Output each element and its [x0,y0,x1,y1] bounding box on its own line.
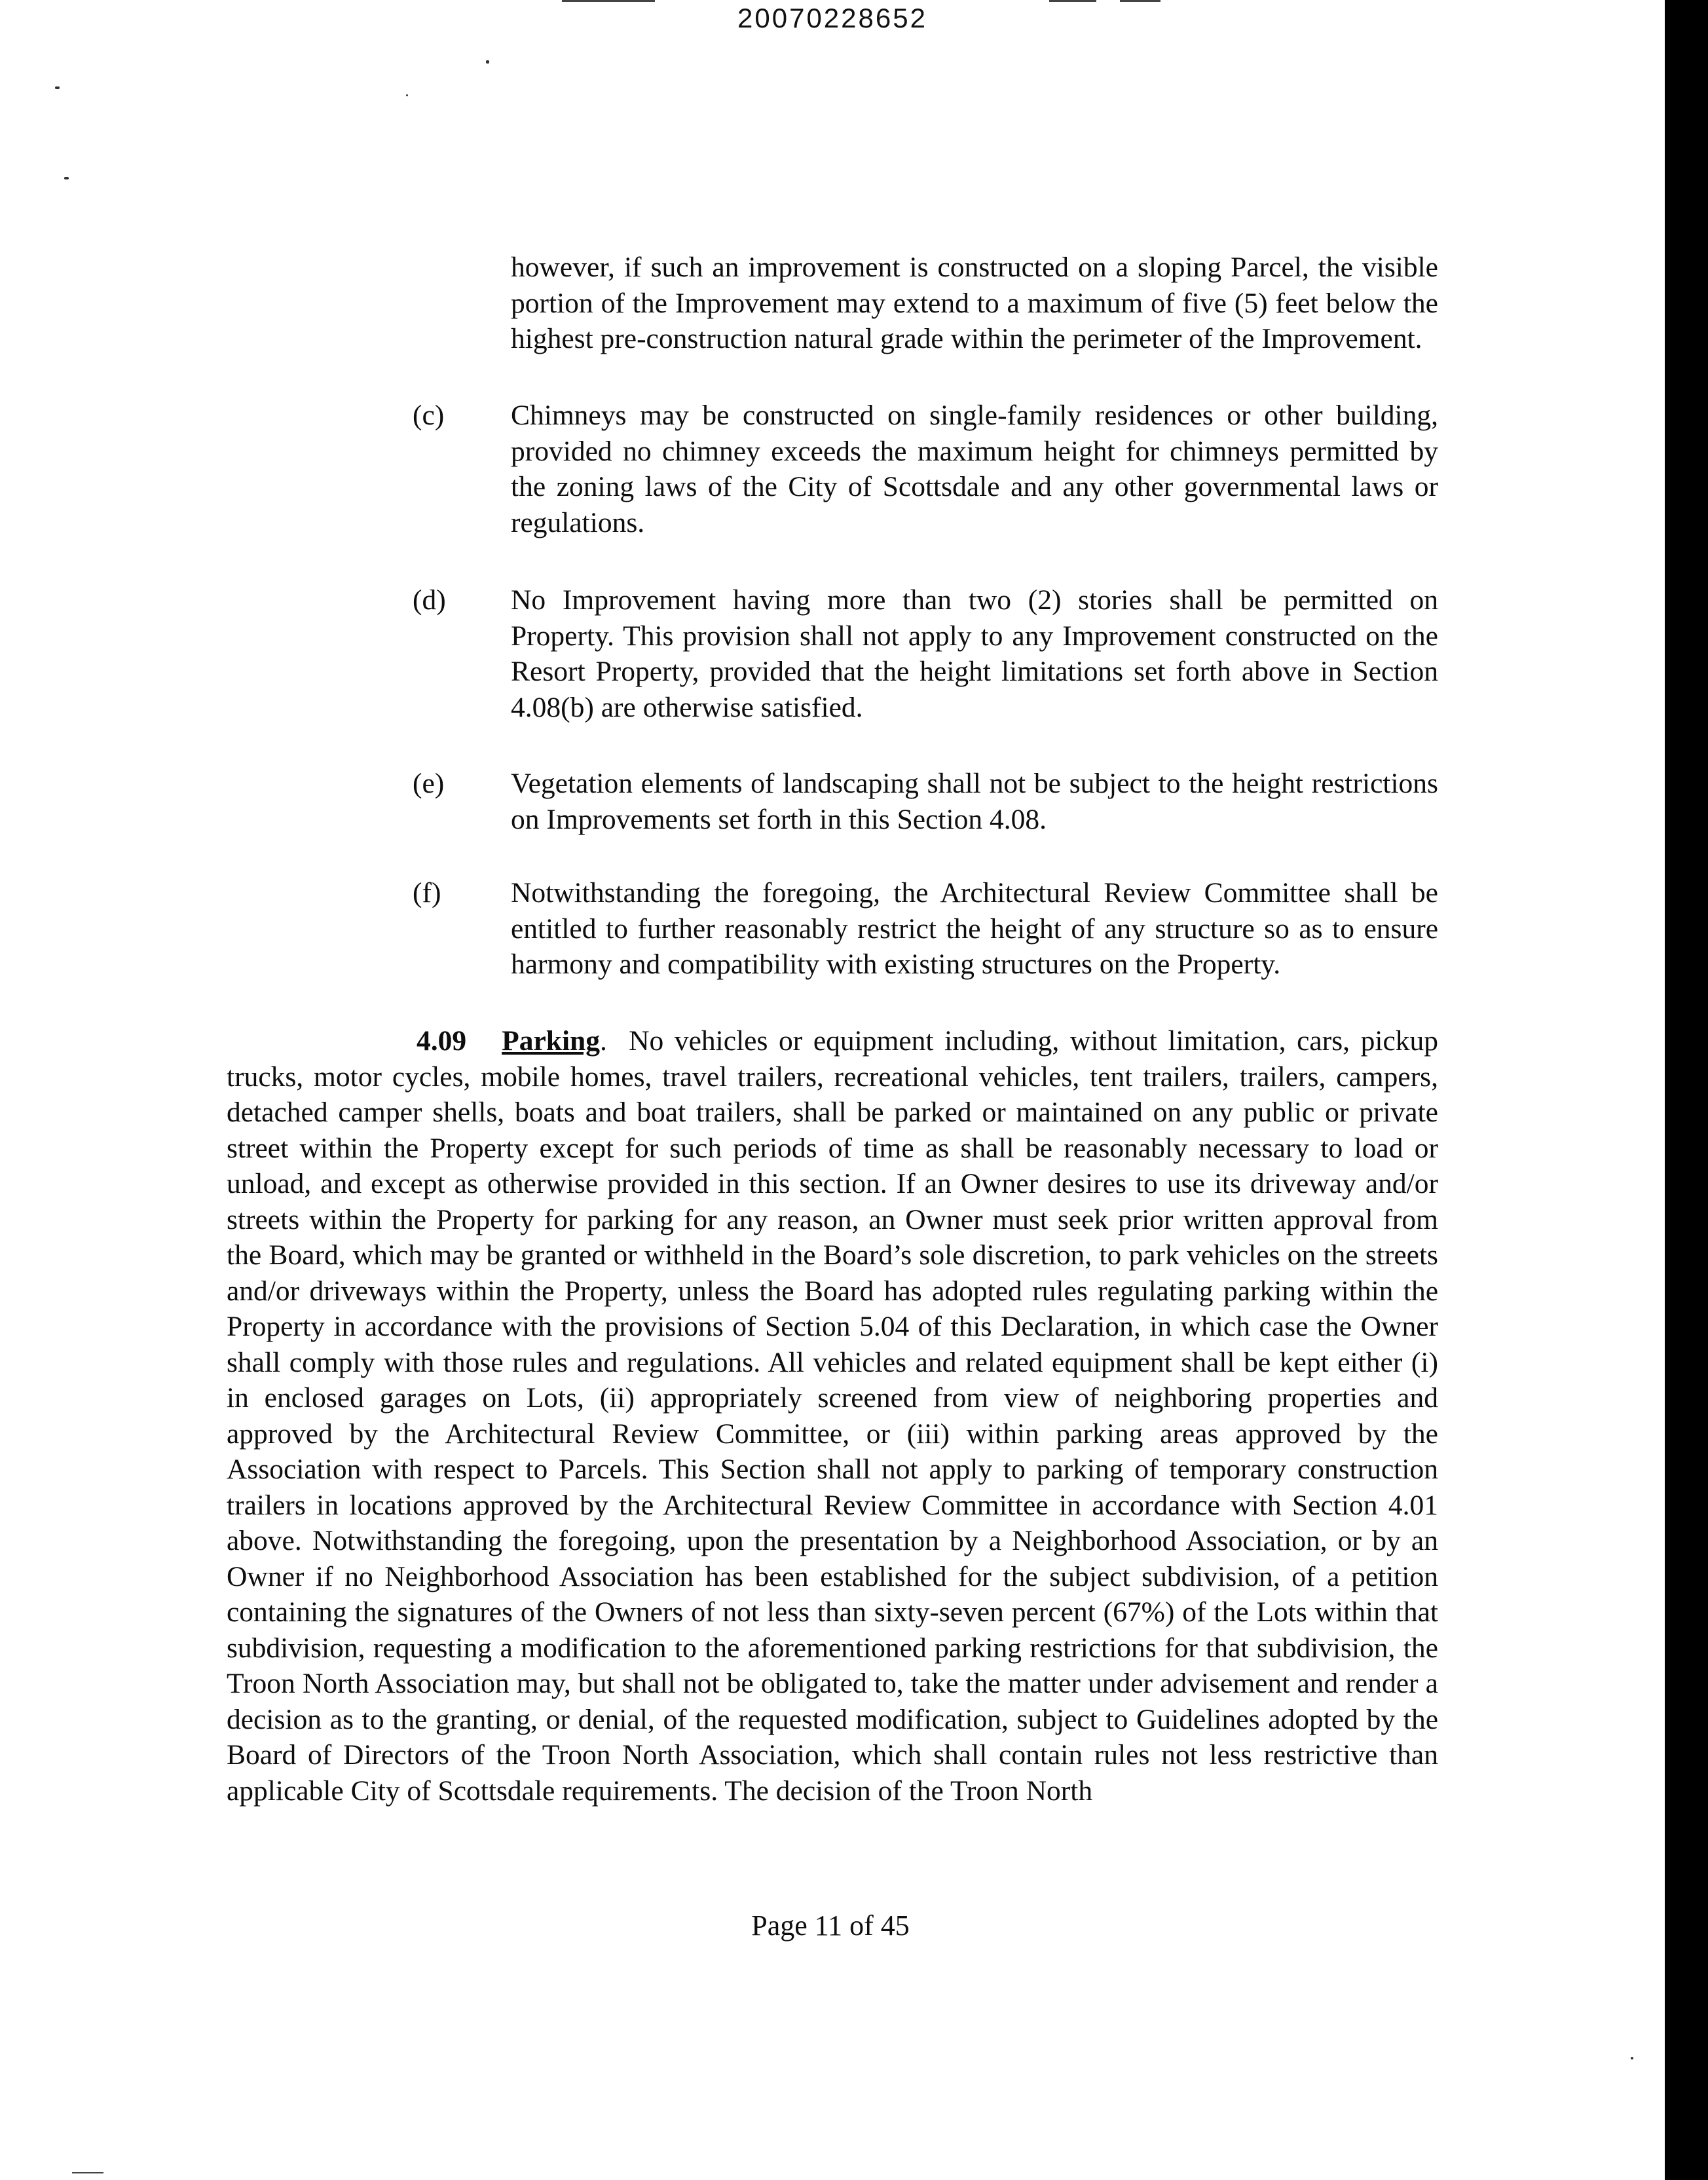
document-number: 20070228652 [737,3,927,33]
list-item-label: (f) [413,877,441,909]
section-number: 4.09 [417,1025,467,1057]
list-item-text: No Improvement having more than two (2) stories shall be permitted on Property. This provision shall not apply to any Improvement constructed on the Resort Property, provided that the height limitations set forth above in Section 4.08(b) are otherwise satisfied. [511,584,1438,723]
list-item-label: (e) [413,768,445,799]
list-item-text: Vegetation elements of landscaping shall not be subject to the height restrictions on Improvements set forth in this Section 4.08. [511,768,1438,835]
list-item-label: (d) [413,584,446,616]
list-item-d [413,582,1438,725]
scan-artifact-line [72,2172,103,2173]
scan-speck [55,86,60,89]
list-item-text: Chimneys may be constructed on single-family residences or other building, provided no chimney exceeds the maximum height for chimneys permitted by the zoning laws of the City of Scottsdale and any other governmental laws or regulations. [511,400,1438,538]
scan-speck [1631,2057,1633,2059]
list-item-c [413,398,1438,540]
page-number: Page 11 of 45 [751,1909,910,1942]
scan-speck [486,60,489,64]
scan-speck [64,177,69,179]
scan-artifact-line [1120,0,1160,2]
list-item-text: Notwithstanding the foregoing, the Architectural Review Committee shall be entitled to further reasonably restrict the height of any structure so as to ensure harmony and compatibility with existing structures on the Property. [511,877,1438,980]
continuation-paragraph: however, if such an improvement is constructed on a sloping Parcel, the visible portion of the Improvement may extend to a maximum of five (5) feet below the highest pre-construction natural grade within the perimeter of the Improvement. [511,252,1438,354]
scan-artifact-line [562,0,655,2]
section-title: Parking [502,1025,600,1057]
scan-edge-bar [1665,0,1708,2180]
list-item-f [413,875,1438,983]
list-item-label: (c) [413,400,445,431]
section-4-09-parking: 4.09 Parking. No vehicles or equipment including, without limitation, cars, pickup trucks, motor cycles, mobile homes, travel trailers, recreational vehicles, tent trailers, trailers, campers, detached camper shells, boats and boat trailers, shall be parked or maintained on any public or private street within the Property except for such periods of time as shall be reasonably necessary to load or unload, and except as otherwise provided in this section. If an Owner desires to use its driveway and/or streets within the Property for parking for any reason, an Owner must seek prior written approval from the Board, which may be granted or withheld in the Board’s sole discretion, to park vehicles on the streets and/or driveways within the Property, unless the Board has adopted rules regulating parking within the Property in accordance with the provisions of Section 5.04 of this Declaration, in which case the Owner shall comply with those rules and regulations. All vehicles and related equipment shall be kept either (i) in enclosed garages on Lots, (ii) appropriately screened from view of neighboring properties and approved by the Architectural Review Committee, or (iii) within parking areas approved by the Association with respect to Parcels. This Section shall not apply to parking of temporary construction trailers in locations approved by the Architectural Review Committee in accordance with Section 4.01 above. Notwithstanding the foregoing, upon the presentation by a Neighborhood Association, or by an Owner if no Neighborhood Association has been established for the subject subdivision, of a petition containing the signatures of the Owners of not less than sixty-seven percent (67%) of the Lots within that subdivision, requesting a modification to the aforementioned parking restrictions for that subdivision, the Troon North Association may, but shall not be obligated to, take the matter under advisement and render a decision as to the granting, or denial, of the requested modification, subject to Guidelines adopted by the Board of Directors of the Troon North Association, which shall contain rules not less restrictive than applicable City of Scottsdale requirements. The decision of the Troon North [227,1025,1439,1807]
section-body: No vehicles or equipment including, without limitation, cars, pickup trucks, motor cycles, mobile homes, travel trailers, recreational vehicles, tent trailers, trailers, campers, detached camper shells, boats and boat trailers, shall be parked or maintained on any public or private street within the Property except for such periods of time as shall be reasonably necessary to load or unload, and except as otherwise provided in this section. If an Owner desires to use its driveway and/or streets within the Property for parking for any reason, an Owner must seek prior written approval from the Board, which may be granted or withheld in the Board’s sole discretion, to park vehicles on the streets and/or driveways within the Property, unless the Board has adopted rules regulating parking within the Property in accordance with the provisions of Section 5.04 of this Declaration, in which case the Owner shall comply with those rules and regulations. All vehicles and related equipment shall be kept either (i) in enclosed garages on Lots, (ii) appropriately screened from view of neighboring properties and approved by the Architectural Review Committee, or (iii) within parking areas approved by the Association with respect to Parcels. This Section shall not apply to parking of temporary construction trailers in locations approved by the Architectural Review Committee in accordance with Section 4.01 above. Notwithstanding the foregoing, upon the presentation by a Neighborhood Association, or by an Owner if no Neighborhood Association has been established for the subject subdivision, of a petition containing the signatures of the Owners of not less than sixty-seven percent (67%) of the Lots within that subdivision, requesting a modification to the aforementioned parking restrictions for that subdivision, the Troon North Association may, but shall not be obligated to, take the matter under advisement and render a decision as to the granting, or denial, of the requested modification, subject to Guidelines adopted by the Board of Directors of the Troon North Association, which shall contain rules not less restrictive than applicable City of Scottsdale requirements. The decision of the Troon North [227,1025,1439,1807]
scan-artifact-line [1049,0,1096,2]
list-item-e [413,766,1438,837]
scan-speck [406,94,408,96]
